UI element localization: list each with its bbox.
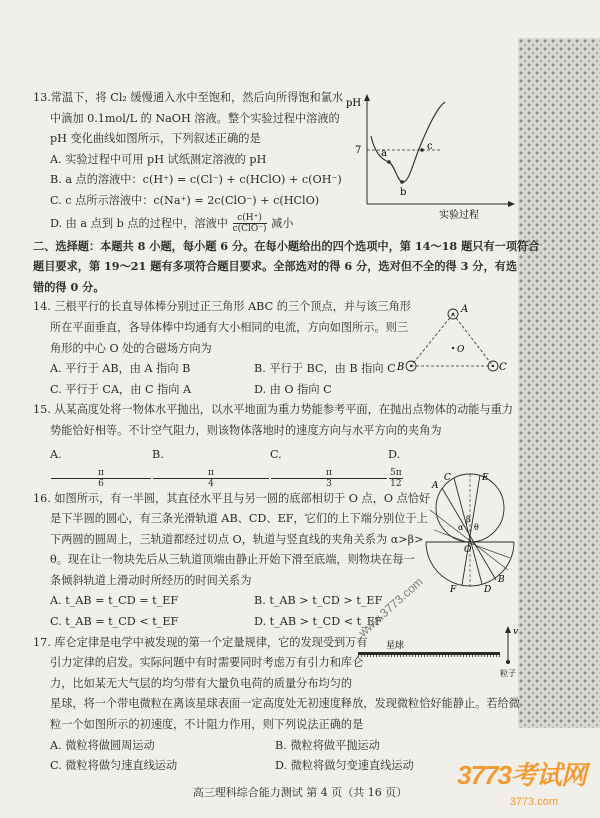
hatch-line (434, 530, 510, 558)
label-c: c (427, 141, 433, 152)
label-b: B (498, 575, 505, 585)
q17-line: 星球，将一个带电微粒在离该星球表面一定高度处无初速度释放，发现微粒恰好能静止。若给微 (50, 697, 520, 711)
q15-option-a: A. π 6 (50, 442, 152, 489)
q17-line: 17. 库仑定律是电学中被发现的第一个定量规律，它的发现受到万有 (33, 635, 368, 649)
q13-line: 中滴加 0.1mol/L 的 NaOH 溶液。整个实验过程中溶液的 (50, 111, 340, 125)
q14-option-a: A. 平行于 AB，由 A 指向 B (50, 362, 191, 376)
q17-option-b: B. 微粒将做平抛运动 (275, 738, 380, 752)
label-c: C (499, 362, 507, 373)
x-axis-label: 实验过程 (439, 210, 479, 221)
planet-label: 星球 (386, 641, 405, 651)
q13-option-d: D. 由 a 点到 b 点的过程中，溶液中 $\frac{c(H^+)}{\text{c(ClO⁻)}}$ 减小 (50, 213, 294, 235)
q15-line: 势能恰好相等。不计空气阻力，则该物体落地时的速度方向与水平方向的夹角为 (50, 423, 442, 437)
q16-option-d: D. t_AB > t_CD < t_EF (254, 615, 383, 629)
q16-line: θ。现在让一物块先后从三轨道顶端由静止开始下滑至底端，则物块在每一 (50, 553, 415, 567)
q14-options-row (33, 380, 553, 401)
q16-option-b: B. t_AB > t_CD > t_EF (254, 594, 383, 608)
q17-option-d: D. 微粒将做匀变速直线运动 (275, 759, 414, 773)
label-b: B (397, 362, 405, 373)
q13-option-c: C. c 点所示溶液中：c(Na⁺) = 2c(ClO⁻) + c(HClO) (50, 193, 320, 207)
q14-option-c: C. 平行于 CA，由 C 指向 A (50, 382, 192, 396)
section-heading: 题目要求，第 19～21 题有多项符合题目要求。全部选对的得 6 分，选对但不全的得 3 分，有选 (33, 259, 518, 274)
conductor-a-dot (452, 313, 454, 315)
y-axis-label: pH (346, 98, 362, 109)
label-a: A (432, 481, 439, 491)
q16-circles-figure (420, 470, 520, 600)
label-a: A (461, 304, 469, 315)
particle-dot (506, 660, 510, 664)
q16-line: 下两圆的圆周上，三轨道都经过切点 O，轨道与竖直线的夹角关系为 α>β> (50, 532, 424, 546)
diagonal-watermark: www.3773.com (355, 574, 426, 640)
site-url: 3773.com (509, 796, 558, 808)
q16-line: 条倾斜轨道上滑动时所经历的时间关系为 (50, 573, 252, 587)
y-axis-arrow (364, 94, 370, 101)
q14-line: 角形的中心 O 处的合磁场方向为 (50, 341, 212, 355)
q13-line: 13.常温下，将 Cl₂ 缓慢通入水中至饱和，然后向所得饱和氯水 (33, 91, 344, 104)
q17-option-c: C. 微粒将做匀速直线运动 (50, 759, 178, 773)
q17-option-a: A. 微粒将做圆周运动 (50, 738, 155, 752)
q17-line: 力，比如某无大气层的均匀带有大量负电荷的质量分布均匀的 (50, 676, 353, 690)
label-beta: β (466, 515, 471, 524)
label-d: D (484, 585, 492, 595)
q14-option-b: B. 平行于 BC，由 B 指向 C (254, 362, 396, 376)
conductor-b-dot (410, 365, 412, 367)
q14-line: 14. 三根平行的长直导体棒分别过正三角形 ABC 的三个顶点，并与该三角形 (33, 300, 411, 314)
label-f: F (450, 585, 457, 595)
q17-line: 引力定律的启发。实际问题中有时需要同时考虑万有引力和库仑 (50, 656, 364, 670)
q17-planet-figure (358, 620, 528, 680)
q14-triangle-figure (395, 300, 505, 380)
q15-option-c: C. π 3 (270, 442, 388, 489)
q15-option-d: D. 5π 12 (388, 447, 402, 489)
planet-surface (358, 652, 500, 655)
q16-option-c: C. t_AB = t_CD < t_EF (50, 615, 179, 629)
q13-option-a: A. 实验过程中可用 pH 试纸测定溶液的 pH (50, 152, 267, 166)
q13-ph-curve-figure (345, 92, 520, 222)
side-ac (453, 314, 493, 366)
label-c: C (444, 473, 451, 483)
q15-option-b: B. π 4 (152, 442, 270, 489)
point-b (400, 180, 404, 184)
ph-curve (371, 102, 445, 182)
q16-line: 是下半圆的圆心，有三条光滑轨道 AB、CD、EF，它们的上下端分别位于上 (50, 512, 428, 526)
x-axis-arrow (508, 201, 515, 207)
q16-line: 16. 如图所示，有一半圆，其直径水平且与另一圆的底部相切于 O 点，O 点恰好 (33, 491, 431, 505)
section-heading: 错的得 0 分。 (33, 279, 105, 294)
label-theta: θ (474, 523, 479, 532)
q13-option-b: B. a 点的溶液中：c(H⁺) = c(Cl⁻) + c(HClO) + c(OH⁻) (50, 173, 342, 187)
tick-7: 7 (355, 145, 362, 156)
label-o: O (464, 545, 472, 555)
label-o: O (457, 345, 465, 355)
site-logo: 3773考试网 (457, 760, 586, 790)
q16-option-a: A. t_AB = t_CD = t_EF (50, 594, 179, 608)
q17-line: 粒一个如图所示的初速度，不计阻力作用，则下列说法正确的是 (50, 718, 364, 732)
particle-label: 粒子 (500, 669, 516, 678)
label-a: a (381, 148, 387, 159)
center-o-dot (452, 347, 454, 349)
conductor-c-dot (492, 365, 494, 367)
section-heading: 二、选择题：本题共 8 小题，每小题 6 分。在每小题给出的四个选项中，第 14～18 题只有一项符合 (33, 238, 540, 253)
point-c (420, 148, 424, 152)
label-e: E (482, 473, 489, 483)
label-alpha: α (458, 523, 464, 532)
q13-fraction: $\frac{c(H^+)}{\text{c(ClO⁻)}}$ (232, 213, 267, 235)
q15-line: 15. 从某高度处将一物体水平抛出，以水平地面为重力势能参考平面，在抛出点物体的动能与重力 (33, 403, 514, 417)
q17-options-row (33, 736, 553, 757)
velocity-arrowhead (505, 626, 511, 633)
page-footer: 高三理科综合能力测试 第 4 页（共 16 页） (192, 786, 408, 799)
side-ab (411, 314, 453, 366)
label-b: b (400, 187, 407, 198)
q14-option-d: D. 由 O 指向 C (254, 382, 332, 396)
q13-line: pH 变化曲线如图所示，下列叙述正确的是 (50, 132, 261, 146)
q14-line: 所在平面垂直，各导体棒中均通有大小相同的电流，方向如图所示。则三 (50, 320, 409, 334)
point-a (387, 160, 391, 164)
velocity-label: v (513, 627, 519, 637)
